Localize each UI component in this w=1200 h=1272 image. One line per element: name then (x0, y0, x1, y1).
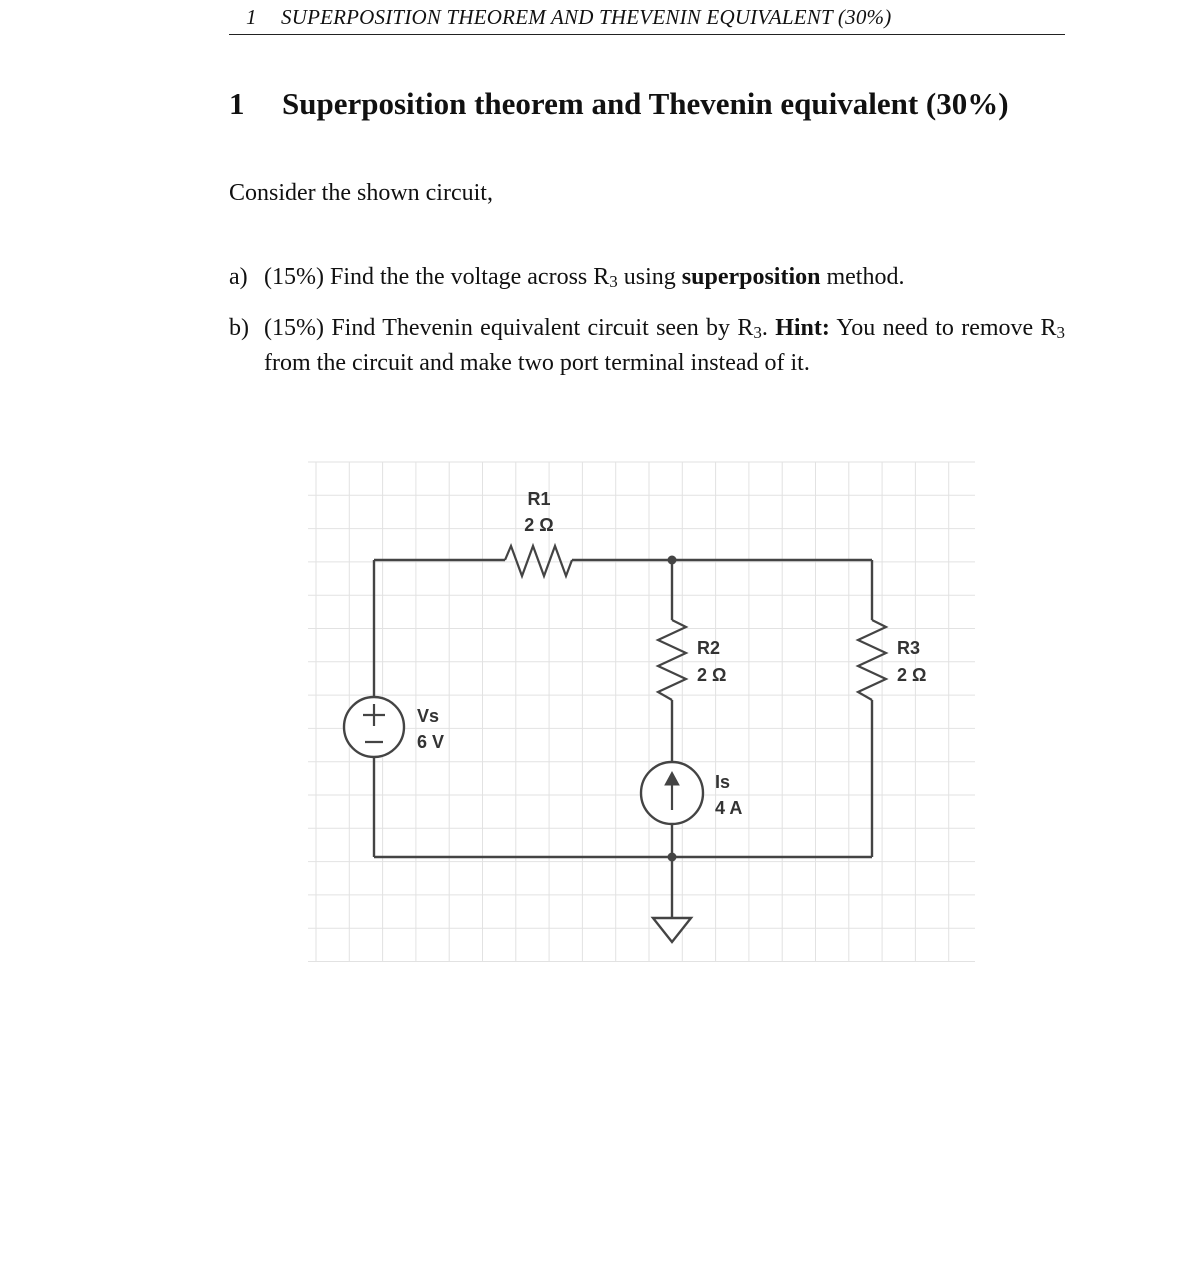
r1-name: R1 (527, 489, 551, 509)
node-top (668, 556, 677, 565)
is-name: Is (715, 772, 731, 792)
ground-icon (653, 918, 691, 942)
question-b-text-after: You need to remove R (829, 315, 1057, 341)
running-head-number: 1 (246, 5, 257, 29)
question-b-text-after-2: from the circuit and make two port terminal instead of it. (264, 350, 810, 376)
question-b-subscript: 3 (753, 323, 762, 342)
grid-background (308, 462, 975, 962)
question-a-label: a) (229, 264, 248, 290)
question-b-hint: Hint: (775, 315, 830, 341)
question-a-weight: (15%) (264, 264, 324, 290)
r1-value: 2 Ω (524, 515, 554, 535)
question-b-text-mid: . (761, 315, 776, 341)
resistor-r1 (505, 546, 572, 576)
current-source-is (641, 762, 703, 824)
question-b-text: Find Thevenin equivalent circuit seen by R (331, 315, 754, 341)
voltage-source-vs (344, 697, 404, 757)
question-a-text: Find the the voltage across R (329, 264, 610, 290)
vs-value: 6 V (417, 732, 445, 752)
question-a-text-after: method. (820, 264, 905, 290)
running-head-title: SUPERPOSITION THEOREM AND THEVENIN EQUIVALENT (30%) (281, 5, 892, 29)
intro-text: Consider the shown circuit, (229, 180, 493, 206)
question-b-label: b) (229, 315, 249, 341)
question-b-weight: (15%) (264, 315, 324, 341)
question-a-bold: superposition (681, 264, 821, 290)
question-a-text-mid: using (617, 264, 682, 290)
r2-value: 2 Ω (697, 665, 727, 685)
r3-value: 2 Ω (897, 665, 927, 685)
r2-name: R2 (697, 638, 721, 658)
r3-name: R3 (897, 638, 921, 658)
node-bottom (668, 853, 677, 862)
vs-name: Vs (417, 706, 440, 726)
question-a-subscript: 3 (609, 272, 618, 291)
question-b-subscript-2: 3 (1056, 323, 1065, 342)
section-heading: Superposition theorem and Thevenin equivalent (30%) (282, 86, 1009, 121)
is-value: 4 A (715, 798, 743, 818)
section-number: 1 (229, 86, 245, 121)
